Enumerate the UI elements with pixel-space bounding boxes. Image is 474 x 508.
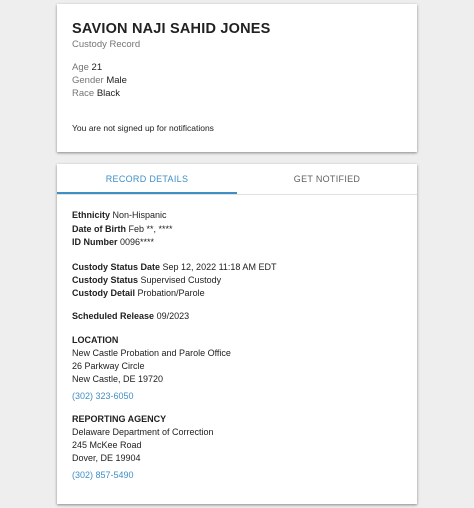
dob-row	[72, 224, 173, 234]
agency-line-1: Delaware Department of Correction	[72, 427, 214, 437]
custody-status-row	[72, 275, 221, 285]
gender-field	[72, 75, 127, 86]
custody-detail-label: Custody Detail	[72, 288, 136, 298]
location-phone-link[interactable]: (302) 323-6050	[72, 391, 134, 401]
race-value: Black	[96, 88, 121, 99]
age-label: Age	[72, 62, 89, 73]
location-line-1: New Castle Probation and Parole Office	[72, 348, 231, 358]
agency-line-2: 245 McKee Road	[72, 440, 142, 450]
ethnicity-row	[72, 210, 167, 220]
scheduled-release-value: 09/2023	[156, 311, 190, 321]
race-label: Race	[72, 88, 95, 99]
race-field	[72, 88, 120, 99]
custody-status-date-row	[72, 262, 276, 272]
custody-status-label: Custody Status	[72, 275, 139, 285]
record-details-card	[57, 164, 417, 504]
ethnicity-label: Ethnicity	[72, 210, 111, 220]
age-field	[72, 62, 102, 73]
dob-value: Feb **, ****	[128, 224, 173, 234]
id-number-label: ID Number	[72, 237, 118, 247]
person-name: SAVION NAJI SAHID JONES	[72, 21, 271, 37]
gender-value: Male	[106, 75, 127, 86]
tab-get-notified[interactable]: GET NOTIFIED	[293, 174, 361, 184]
location-line-2: 26 Parkway Circle	[72, 361, 145, 371]
person-summary-card	[57, 4, 417, 152]
ethnicity-value: Non-Hispanic	[112, 210, 167, 220]
reporting-agency-heading: REPORTING AGENCY	[72, 414, 167, 424]
agency-line-3: Dover, DE 19904	[72, 453, 141, 463]
gender-label: Gender	[72, 75, 104, 86]
custody-status-date-label: Custody Status Date	[72, 262, 161, 272]
custody-status-date-value: Sep 12, 2022 11:18 AM EDT	[162, 262, 277, 272]
scheduled-release-label: Scheduled Release	[72, 311, 155, 321]
age-value: 21	[91, 62, 103, 73]
tab-bar	[57, 164, 417, 195]
custody-detail-value: Probation/Parole	[137, 288, 205, 298]
location-heading: LOCATION	[72, 335, 119, 345]
id-number-row	[72, 237, 154, 247]
custody-detail-row	[72, 288, 205, 298]
dob-label: Date of Birth	[72, 224, 126, 234]
notification-status: You are not signed up for notifications	[72, 123, 214, 133]
location-line-3: New Castle, DE 19720	[72, 374, 164, 384]
scheduled-release-row	[72, 311, 189, 321]
record-type-subtitle: Custody Record	[72, 39, 141, 50]
agency-phone-link[interactable]: (302) 857-5490	[72, 470, 134, 480]
id-number-value: 0096****	[120, 237, 155, 247]
custody-status-value: Supervised Custody	[140, 275, 222, 285]
tab-record-details[interactable]: RECORD DETAILS	[57, 164, 237, 194]
